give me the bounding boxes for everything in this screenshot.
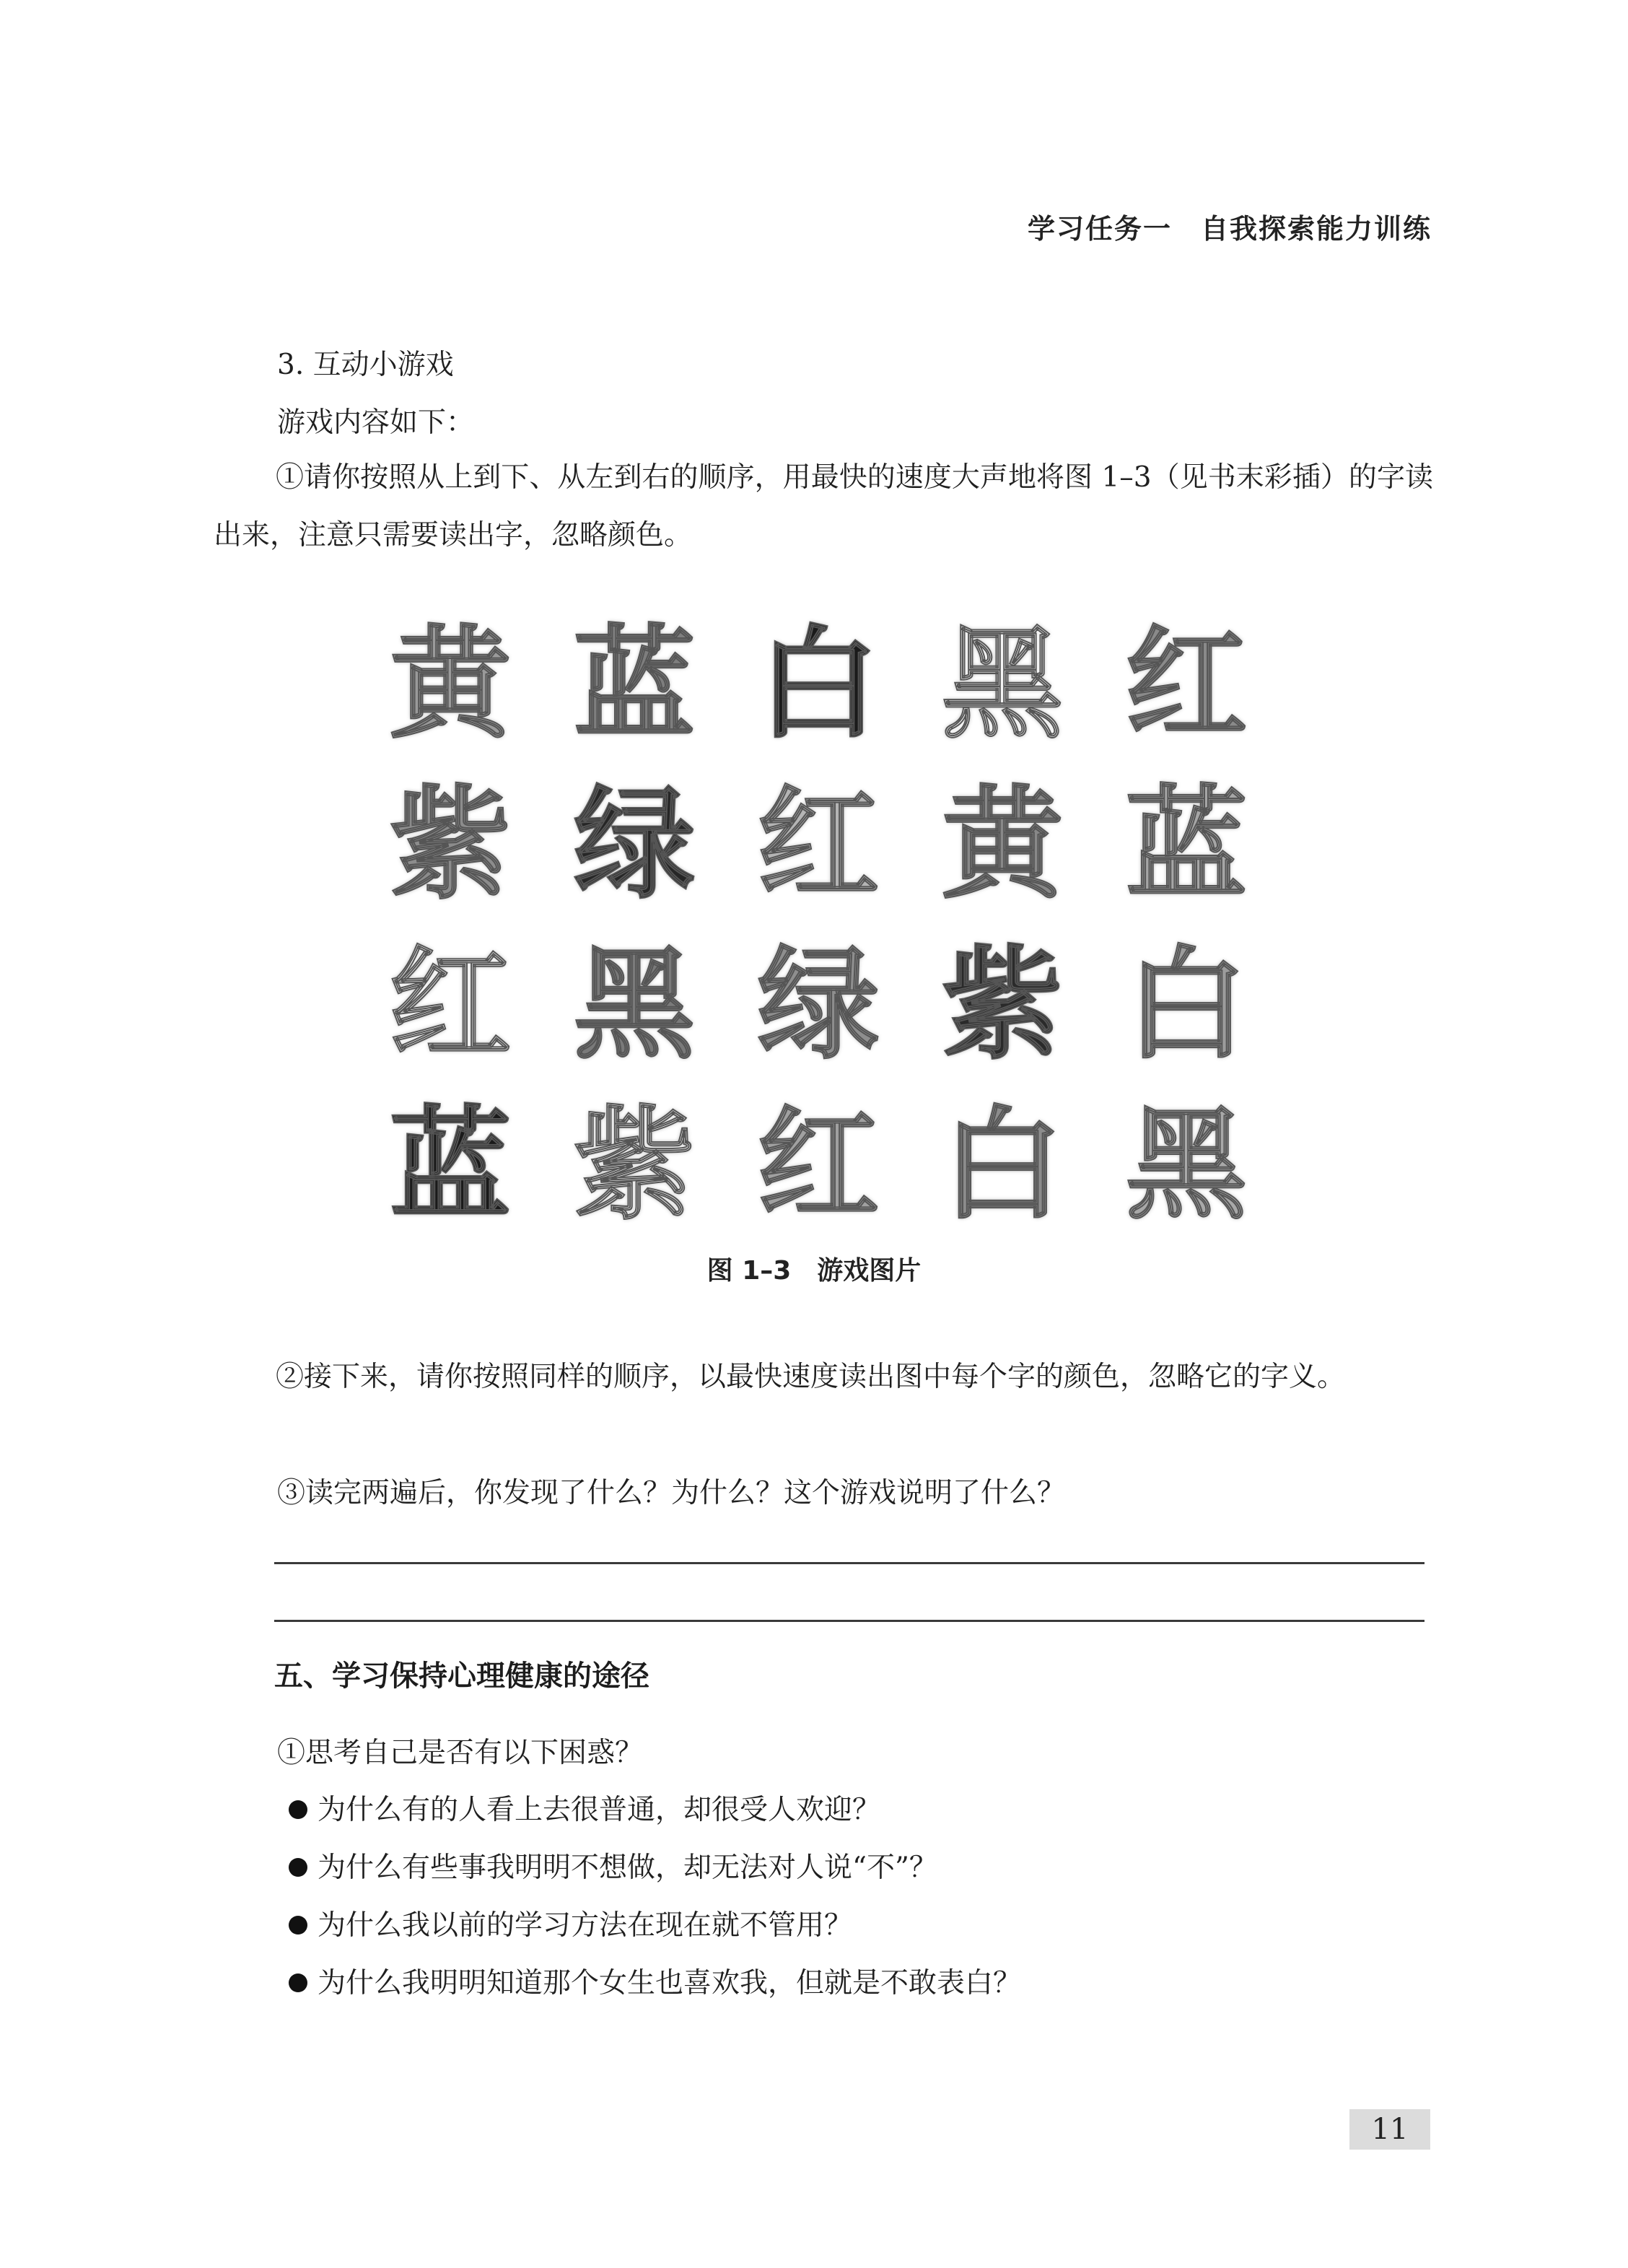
figure-char: 白 xyxy=(758,614,879,755)
figure-char: 紫 xyxy=(574,1094,695,1236)
figure-row-1 xyxy=(385,612,1251,756)
figure-char: 白 xyxy=(942,1094,1063,1236)
figure-row-4 xyxy=(385,1093,1251,1237)
figure-char: 红 xyxy=(758,1094,879,1236)
figure-char: 蓝 xyxy=(390,1094,511,1236)
answer-line-1[interactable] xyxy=(274,1562,1424,1564)
figure-game-image xyxy=(385,612,1251,1236)
answer-line-2[interactable] xyxy=(274,1620,1424,1622)
figure-char: 红 xyxy=(758,774,879,915)
activity-step-3: ③读完两遍后，你发现了什么？为什么？这个游戏说明了什么？ xyxy=(277,1477,1066,1509)
figure-char: 红 xyxy=(390,934,511,1076)
list-item xyxy=(289,1839,937,1897)
figure-char: 蓝 xyxy=(574,614,695,755)
list-item xyxy=(289,1781,880,1839)
activity-step-2: ②接下来，请你按照同样的顺序，以最快速度读出图中每个字的颜色，忽略它的字义。 xyxy=(276,1361,1346,1393)
figure-char: 黑 xyxy=(574,934,695,1076)
figure-row-2 xyxy=(385,772,1251,917)
running-header: 学习任务一 自我探索能力训练 xyxy=(1027,213,1432,245)
page-number: 11 xyxy=(1371,2113,1409,2146)
list-item-text: 为什么有些事我明明不想做，却无法对人说“不”？ xyxy=(318,1852,937,1884)
bullet-icon xyxy=(289,1800,307,1819)
figure-char: 黑 xyxy=(1126,1094,1247,1236)
activity-intro: 游戏内容如下： xyxy=(277,406,475,439)
figure-char: 紫 xyxy=(942,934,1063,1076)
figure-char: 黑 xyxy=(942,614,1063,755)
section-prompt: ①思考自己是否有以下困惑？ xyxy=(277,1737,644,1769)
list-item xyxy=(289,1955,1021,2012)
page-number-badge xyxy=(1349,2109,1430,2150)
list-item-text: 为什么我以前的学习方法在现在就不管用？ xyxy=(318,1909,853,1942)
activity-step-1: ①请你按照从上到下、从左到右的顺序，用最快的速度大声地将图 1–3（见书末彩插）的字读出来，注意只需要读出字，忽略颜色。 xyxy=(214,461,1433,551)
figure-char: 绿 xyxy=(574,774,695,915)
figure-char: 黄 xyxy=(942,774,1063,915)
bullet-icon xyxy=(289,1973,307,1992)
figure-char: 紫 xyxy=(390,774,511,915)
bullet-icon xyxy=(289,1916,307,1935)
figure-char: 绿 xyxy=(758,934,879,1076)
bullet-icon xyxy=(289,1858,307,1877)
figure-caption: 图 1–3 游戏图片 xyxy=(706,1256,922,1286)
figure-char: 蓝 xyxy=(1126,774,1247,915)
list-item-text: 为什么我明明知道那个女生也喜欢我，但就是不敢表白？ xyxy=(318,1967,1022,1999)
activity-heading: 3. 互动小游戏 xyxy=(277,349,454,381)
list-item-text: 为什么有的人看上去很普通，却很受人欢迎？ xyxy=(318,1794,881,1826)
section-heading: 五、学习保持心理健康的途径 xyxy=(274,1659,649,1693)
list-item xyxy=(289,1897,852,1955)
figure-char: 黄 xyxy=(390,614,511,755)
figure-char: 红 xyxy=(1126,614,1247,755)
figure-char: 白 xyxy=(1126,934,1247,1076)
figure-row-3 xyxy=(385,933,1251,1077)
